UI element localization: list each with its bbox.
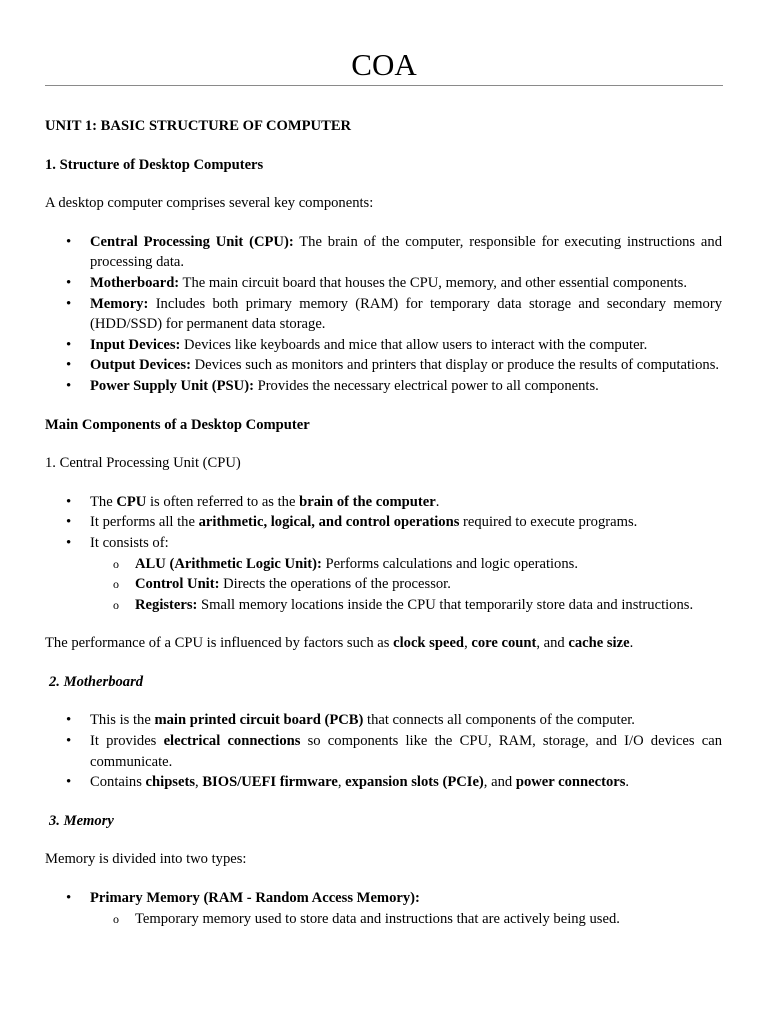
text-run: . [625,774,630,791]
memory-list [45,888,722,929]
sublist-item [90,595,722,616]
bold-run: arithmetic, logical, and control operations [198,514,460,531]
text-run: , [464,635,472,652]
components-list [45,232,722,397]
list-item [45,355,722,376]
item-desc: Devices like keyboards and mice that allow users to interact with the computer. [180,336,648,353]
text-run: This is the [90,712,155,729]
item-desc: Devices such as monitors and printers that display or produce the results of computations. [190,357,720,374]
list-item [45,232,722,273]
text-run: . [629,635,634,652]
list-item [45,731,722,772]
motherboard-list [45,710,722,792]
text-run: , [337,774,346,791]
list-item [45,888,722,929]
text-run: so components like the CPU, RAM, storage, and I/O devices can communicate. [90,733,723,770]
item-desc: The main circuit board that houses the CPU, memory, and other essential components. [179,274,688,291]
text-run: . [435,493,440,510]
section-heading-main-components: Main Components of a Desktop Computer [45,416,310,433]
item-term: ALU (Arithmetic Logic Unit): [135,555,322,572]
text-run: , [195,774,203,791]
text-run: It consists of: [90,534,169,551]
item-desc: Small memory locations inside the CPU that temporarily store data and instructions. [197,596,694,613]
item-desc: Directs the operations of the processor. [219,576,451,593]
motherboard-heading: 2. Motherboard [49,673,144,690]
text-run: The [90,493,117,510]
memory-heading: 3. Memory [49,812,114,829]
cpu-heading: 1. Central Processing Unit (CPU) [45,455,241,472]
list-item [45,273,722,294]
cpu-list [45,492,722,616]
title-divider [45,85,723,86]
list-item [45,772,722,793]
list-item [45,376,722,397]
cpu-performance-paragraph [45,633,722,654]
text-run: , and [536,635,569,652]
bold-run: core count [471,635,537,652]
item-term: Memory: [90,295,149,312]
list-item [45,294,722,335]
item-term: Power Supply Unit (PSU): [90,377,254,394]
bold-run: main printed circuit board (PCB) [154,712,364,729]
sublist-item [90,554,722,575]
bold-run: cache size [568,635,630,652]
item-desc: The brain of the computer, responsible for executing instructions and processing data. [90,233,722,271]
bold-run: CPU [116,493,147,510]
cpu-sublist [90,554,722,616]
list-item [45,492,722,513]
bold-run: power connectors [515,774,626,791]
memory-intro: Memory is divided into two types: [45,851,247,868]
item-term: Input Devices: [90,336,181,353]
item-term: Registers: [135,596,198,613]
list-item [45,533,722,615]
document-body [45,116,722,929]
item-term: Primary Memory (RAM - Random Access Memory): [90,890,420,907]
bold-run: BIOS/UEFI firmware [202,774,338,791]
text-run: required to execute programs. [459,514,638,531]
item-term: Central Processing Unit (CPU): [90,233,294,250]
document-title: COA [351,47,417,82]
text-run: Contains [90,774,146,791]
list-item [45,512,722,533]
sublist-item: o Temporary memory used to store data and instructions that are actively being used. [90,909,722,930]
text-run: It performs all the [90,514,199,531]
item-desc: Performs calculations and logic operations. [321,555,578,572]
list-item [45,710,722,731]
text-run: is often referred to as the [146,493,300,510]
bold-run: brain of the computer [299,493,436,510]
item-desc: Provides the necessary electrical power to all components. [253,377,599,394]
bold-run: chipsets [145,774,196,791]
memory-sublist [90,909,722,930]
unit-heading: UNIT 1: BASIC STRUCTURE OF COMPUTER [45,118,352,134]
item-desc: Includes both primary memory (RAM) for temporary data storage and secondary memory (HDD/SSD) for permanent data storage. [90,295,722,333]
bold-run: electrical connections [163,733,301,750]
bold-run: clock speed [393,635,465,652]
text-run: that connects all components of the computer. [363,712,635,729]
text-run: The performance of a CPU is influenced by factors such as [45,635,394,652]
section-intro: A desktop computer comprises several key components: [45,195,374,212]
text-run: , and [483,774,516,791]
bold-run: expansion slots (PCIe) [345,774,484,791]
item-term: Control Unit: [135,576,220,593]
item-term: Motherboard: [90,274,180,291]
text-run: It provides [90,733,164,750]
list-item [45,335,722,356]
item-term: Output Devices: [90,357,191,374]
section-heading-structure: 1. Structure of Desktop Computers [45,156,264,173]
sublist-item [90,574,722,595]
